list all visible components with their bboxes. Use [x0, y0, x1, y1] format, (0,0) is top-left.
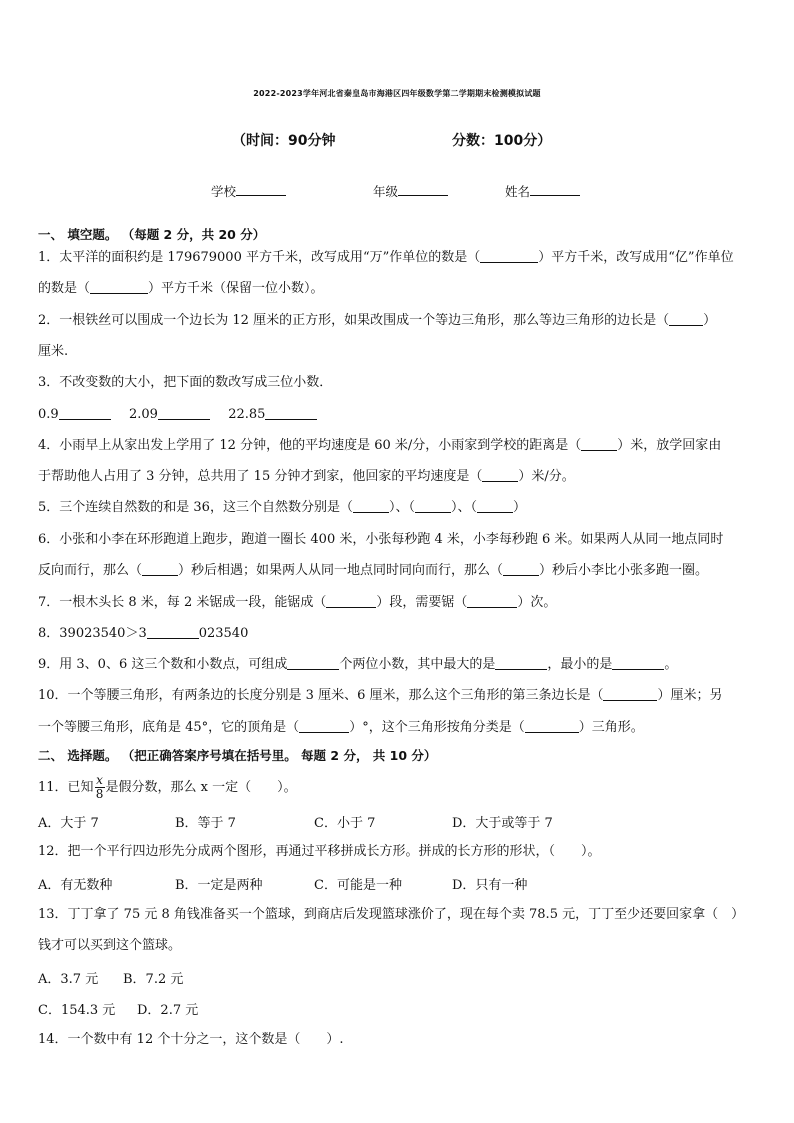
q12-option-d[interactable]: D．只有一种 [452, 878, 528, 893]
question-10-line-2: 一个等腰三角形，底角是 45°，它的顶角是（ ）°，这个三角形按角分类是（ ）三角形。 [38, 720, 644, 735]
question-13-line-1: 13．丁丁拿了 75 元 8 角钱准备买一个篮球，到商店后发现篮球涨价了，现在每个卖 78.5 元，丁丁至少还要回家拿（ ） [38, 907, 745, 922]
q12-option-c[interactable]: C．可能是一种 [314, 878, 402, 893]
q12-option-a[interactable]: A．有无数种 [38, 878, 113, 893]
exam-score: 分数：100分） [452, 133, 552, 149]
question-10-line-1: 10．一个等腰三角形，有两条边的长度分别是 3 厘米、6 厘米，那么这个三角形的第三条边长是（ ）厘米；另 [38, 688, 723, 703]
q11-option-c[interactable]: C．小于 7 [314, 816, 376, 831]
fraction-x-over-8: $\frac{x}{8}$ [95, 773, 104, 801]
question-14: 14．一个数中有 12 个十分之一，这个数是（ ）. [38, 1032, 344, 1047]
q12-option-b[interactable]: B．一定是两种 [175, 878, 263, 893]
question-11: 11．已知 $\frac{x}{8}$ 是假分数，那么 x 一定（ ）。 [38, 773, 297, 801]
question-2-line-2: 厘米. [38, 344, 69, 359]
page-title: 2022-2023学年河北省秦皇岛市海港区四年级数学第二学期期末检测模拟试题 [253, 89, 541, 98]
school-field: 学校 [211, 182, 286, 200]
q13-option-a[interactable]: A．3.7 元 [38, 972, 99, 987]
grade-field: 年级 [373, 182, 448, 200]
q11-option-b[interactable]: B．等于 7 [175, 816, 236, 831]
q11-option-d[interactable]: D．大于或等于 7 [452, 816, 553, 831]
question-13-line-2: 钱才可以买到这个篮球。 [38, 938, 182, 953]
q13-option-c[interactable]: C．154.3 元 [38, 1003, 116, 1018]
question-4-line-2: 于帮助他人占用了 3 分钟，总共用了 15 分钟才到家，他回家的平均速度是（ ）米/分。 [38, 469, 575, 484]
question-4-line-1: 4．小雨早上从家出发上学用了 12 分钟，他的平均速度是 60 米/分，小雨家到学校的距离是（ ）米，放学回家由 [38, 438, 722, 453]
question-8: 8．39023540＞3 023540 [38, 626, 249, 641]
question-6-line-1: 6．小张和小李在环形跑道上跑步，跑道一圈长 400 米，小张每秒跑 4 米，小李每秒跑 6 米。如果两人从同一地点同时 [38, 532, 724, 547]
q13-option-b[interactable]: B．7.2 元 [123, 972, 184, 987]
exam-time: （时间：90分钟 [232, 133, 336, 149]
name-field: 姓名 [505, 182, 580, 200]
question-3-items: 0.9 2.09 22.85 [38, 406, 317, 424]
section-1-heading: 一、 填空题。 （每题 2 分，共 20 分） [38, 227, 266, 242]
q11-option-a[interactable]: A．大于 7 [38, 816, 99, 831]
question-1-line-1: 1．太平洋的面积约是 179679000 平方千米，改写成用“万”作单位的数是（ ）平方千米，改写成用“亿”作单位 [38, 250, 734, 265]
question-12: 12．把一个平行四边形先分成两个图形，再通过平移拼成长方形。拼成的长方形的形状，（ ）。 [38, 844, 601, 859]
section-2-heading: 二、 选择题。 （把正确答案序号填在括号里。 每题 2 分， 共 10 分） [38, 748, 437, 763]
question-5: 5．三个连续自然数的和是 36，这三个自然数分别是（ ）、（ ）、（ ） [38, 500, 526, 515]
question-3: 3．不改变数的大小，把下面的数改写成三位小数． [38, 375, 333, 390]
question-7: 7．一根木头长 8 米，每 2 米锯成一段，能锯成（ ）段，需要锯（ ）次。 [38, 595, 557, 610]
question-6-line-2: 反向而行，那么（ ）秒后相遇；如果两人从同一地点同时同向而行，那么（ ）秒后小李比小张多跑一圈。 [38, 563, 709, 578]
question-1-line-2: 的数是（ ）平方千米（保留一位小数）。 [38, 281, 324, 296]
question-2-line-1: 2．一根铁丝可以围成一个边长为 12 厘米的正方形，如果改围成一个等边三角形，那么等边三角形的边长是（ ） [38, 313, 717, 328]
question-9: 9．用 3、0、6 这三个数和小数点，可组成 个两位小数，其中最大的是 ，最小的是 。 [38, 657, 678, 672]
q13-option-d[interactable]: D．2.7 元 [137, 1003, 199, 1018]
